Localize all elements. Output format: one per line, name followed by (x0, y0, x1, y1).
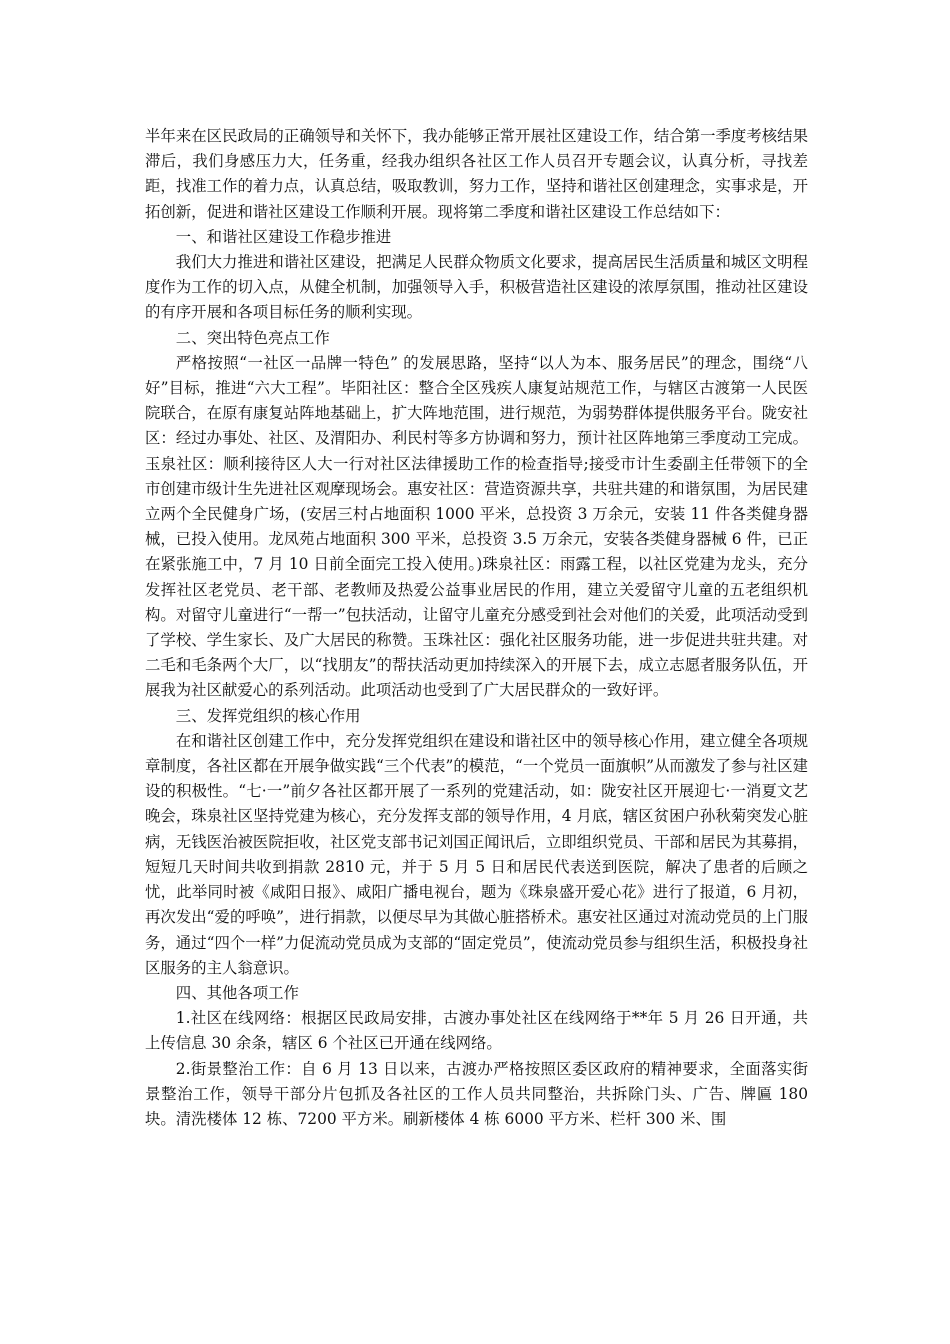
document-body (145, 124, 808, 1132)
section-3-paragraph-1: 在和谐社区创建工作中，充分发挥党组织在建设和谐社区中的领导核心作用，建立健全各项规章制度，各社区都在开展争做实践“三个代表”的模范，“一个党员一面旗帜”从而激发了参与社区建设的积极性。“七·一”前夕各社区都开展了一系列的党建活动，如：陇安社区开展迎七·一消夏文艺晚会，珠泉社区坚持党建为核心，充分发挥支部的领导作用，4 月底，辖区贫困户孙秋菊突发心脏病，无钱医治被医院拒收，社区党支部书记刘国正闻讯后，立即组织党员、干部和居民为其募捐，短短几天时间共收到捐款 2810 元，并于 5 月 5 日和居民代表送到医院，解决了患者的后顾之忧，此举同时被《咸阳日报》、咸阳广播电视台，题为《珠泉盛开爱心花》进行了报道，6 月初，再次发出“爱的呼唤”，进行捐款，以便尽早为其做心脏搭桥术。惠安社区通过对流动党员的上门服务，通过“四个一样”力促流动党员成为支部的“固定党员”，使流动党员参与组织生活，积极投身社区服务的主人翁意识。 (145, 731, 808, 977)
section-heading-3: 三、发挥党组织的核心作用 (175, 706, 361, 725)
intro-paragraph: 半年来在区民政局的正确领导和关怀下，我办能够正常开展社区建设工作，结合第一季度考核结果滞后，我们身感压力大，任务重，经我办组织各社区工作人员召开专题会议，认真分析，寻找差距，找准工作的着力点，认真总结，吸取教训，努力工作，坚持和谐社区创建理念，实事求是，开拓创新，促进和谐社区建设工作顺利开展。现将第二季度和谐社区建设工作总结如下： (145, 127, 808, 221)
section-4-paragraph-2: 2.街景整治工作：自 6 月 13 日以来，古渡办严格按照区委区政府的精神要求，全面落实街景整治工作，领导干部分片包抓及各社区的工作人员共同整治，共拆除门头、广告、牌匾 180 块。清洗楼体 12 栋、7200 平方米。刷新楼体 4 栋 6000 平方米、栏杆 300 米、围 (145, 1059, 808, 1128)
section-heading-4: 四、其他各项工作 (175, 983, 299, 1002)
section-heading-2: 二、突出特色亮点工作 (175, 328, 330, 347)
section-2-paragraph-1: 严格按照“一社区一品牌一特色” 的发展思路，坚持“以人为本、服务居民”的理念，围绕“八好”目标，推进“六大工程”。毕阳社区：整合全区残疾人康复站规范工作，与辖区古渡第一人民医院联合，在原有康复站阵地基础上，扩大阵地范围，进行规范，为弱势群体提供服务平台。陇安社区：经过办事处、社区、及渭阳办、利民村等多方协调和努力，预计社区阵地第三季度动工完成。玉泉社区：顺利接待区人大一行对社区法律援助工作的检查指导;接受市计生委副主任带领下的全市创建市级计生先进社区观摩现场会。惠安社区：营造资源共享，共驻共建的和谐氛围，为居民建立两个全民健身广场，(安居三村占地面积 1000 平米，总投资 3 万余元，安装 11 件各类健身器械，已投入使用。龙凤苑占地面积 300 平米，总投资 3.5 万余元，安装各类健身器械 6 件，已正在紧张施工中，7 月 10 日前全面完工投入使用。)珠泉社区：雨露工程，以社区党建为龙头，充分发挥社区老党员、老干部、老教师及热爱公益事业居民的作用，建立关爱留守儿童的五老组织机构。对留守儿童进行“一帮一”包扶活动，让留守儿童充分感受到社会对他们的关爱，此项活动受到了学校、学生家长、及广大居民的称赞。玉珠社区：强化社区服务功能，进一步促进共驻共建。对二毛和毛条两个大厂，以“找朋友”的帮扶活动更加持续深入的开展下去，成立志愿者服务队伍，开展我为社区献爱心的系列活动。此项活动也受到了广大居民群众的一致好评。 (145, 353, 808, 700)
section-1-paragraph-1: 我们大力推进和谐社区建设，把满足人民群众物质文化要求，提高居民生活质量和城区文明程度作为工作的切入点，从健全机制，加强领导入手，积极营造社区建设的浓厚氛围，推动社区建设的有序开展和各项目标任务的顺利实现。 (145, 253, 808, 322)
section-heading-1: 一、和谐社区建设工作稳步推进 (175, 227, 392, 246)
section-4-paragraph-1: 1.社区在线网络：根据区民政局安排，古渡办事处社区在线网络于**年 5 月 26 日开通，共上传信息 30 余条，辖区 6 个社区已开通在线网络。 (145, 1009, 808, 1053)
